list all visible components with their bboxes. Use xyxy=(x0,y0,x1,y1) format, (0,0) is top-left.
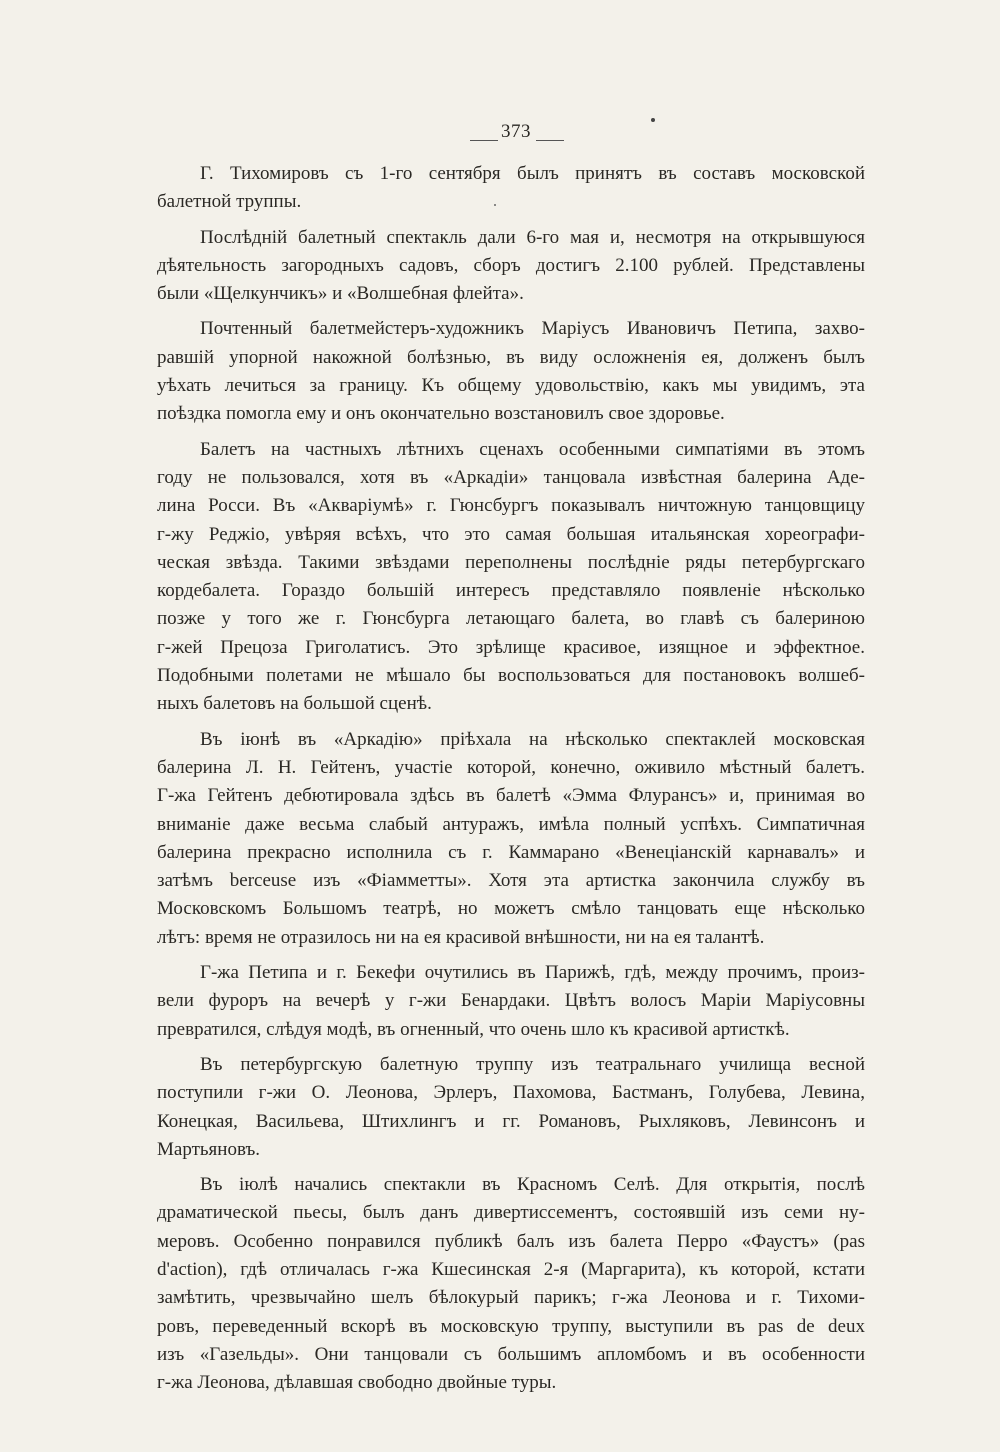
text-line: Г. Тихомировъ съ 1-го сентября былъ принятъ въ составъ московской xyxy=(200,163,865,184)
text-line: вели фуроръ на вечерѣ у г-жи Бенардаки. Цвѣтъ волосъ Марiи Марiусовны xyxy=(157,990,865,1012)
text-line: Въ iюнѣ въ «Аркадiю» прiѣхала на нѣсколько спектаклей московская xyxy=(200,728,865,750)
text-line: поѣздка помогла ему и онъ окончательно возстановилъ свое здоровье. xyxy=(157,403,725,425)
text-line: Г-жа Петипа и г. Бекефи очутились въ Парижѣ, гдѣ, между прочимъ, произ- xyxy=(200,962,865,984)
text-line: лина Росси. Въ «Акварiумѣ» г. Гюнсбургъ показывалъ ничтожную танцовщицу xyxy=(157,495,865,517)
text-line: балерина Л. Н. Гейтенъ, участiе которой, конечно, оживило мѣстный балетъ. xyxy=(157,756,865,778)
text-line: драматической пьесы, былъ данъ дивертиссементъ, состоявшiй изъ семи ну- xyxy=(157,1202,865,1224)
text-line: Въ iюлѣ начались спектакли въ Красномъ Селѣ. Для открытiя, послѣ xyxy=(200,1174,865,1196)
paragraph xyxy=(157,1171,865,1397)
text-line: изъ «Газельды». Они танцовали съ большимъ апломбомъ и въ особенности xyxy=(157,1343,865,1365)
text-line: Почтенный балетмейстеръ-художникъ Марiусъ Ивановичъ Петипа, захво- xyxy=(200,318,865,340)
text-line: ровъ, переведенный вскорѣ въ московскую труппу, выступили въ pas de deux xyxy=(157,1315,865,1337)
text-line: d'action), гдѣ отличалась г-жа Кшесинская 2-я (Маргарита), къ которой, кстати xyxy=(157,1258,865,1280)
text-line: году не пользовался, хотя въ «Аркадiи» танцовала извѣстная балерина Аде- xyxy=(157,466,865,488)
text-line: г-жа Леонова, дѣлавшая свободно двойные туры. xyxy=(157,1372,557,1394)
paragraph xyxy=(157,160,865,217)
text-line: равшiй упорной накожной болѣзнью, въ виду осложненiя ея, долженъ былъ xyxy=(157,346,865,368)
paragraph xyxy=(157,1051,865,1164)
text-line: дѣятельность загородныхъ садовъ, сборъ достигъ 2.100 рублей. Представлены xyxy=(157,254,865,276)
text-line: Послѣднiй балетный спектакль дали 6-го мая и, несмотря на открывшуюся xyxy=(200,226,865,248)
paragraph xyxy=(157,315,865,428)
paragraph xyxy=(157,436,865,719)
paragraph xyxy=(157,959,865,1044)
text-line: вниманiе даже весьма слабый антуражъ, имѣла полный успѣхъ. Симпатичная xyxy=(157,813,865,835)
page-number-rule-right xyxy=(536,140,564,141)
paragraph xyxy=(157,224,865,309)
text-line: поступили г-жи О. Леонова, Эрлеръ, Пахомова, Бастманъ, Голубева, Левина, xyxy=(157,1082,865,1104)
text-line: кордебалета. Гораздо большiй интересъ представляло появленiе нѣсколько xyxy=(157,580,865,602)
paragraph xyxy=(157,726,865,952)
text-line: замѣтить, чрезвычайно шелъ бѣлокурый парикъ; г-жа Леонова и г. Тихоми- xyxy=(157,1287,865,1309)
text-line: балерина прекрасно исполнила съ г. Каммарано «Венецiанскiй карнавалъ» и xyxy=(157,841,865,863)
print-speck xyxy=(651,118,655,122)
text-line: ныхъ балетовъ на большой сценѣ. xyxy=(157,693,432,715)
text-line: были «Щелкунчикъ» и «Волшебная флейта». xyxy=(157,283,524,305)
text-line: Балетъ на частныхъ лѣтнихъ сценахъ особенными симпатiями въ этомъ xyxy=(200,438,865,460)
text-line: г-жей Прецоза Григолатисъ. Это зрѣлище красивое, изящное и эффектное. xyxy=(157,636,865,658)
text-line: г-жу Реджiо, увѣряя всѣхъ, что это самая большая итальянская хореографи- xyxy=(157,523,865,545)
text-line: меровъ. Особенно понравился публикѣ балъ изъ балета Перро «Фаустъ» (pas xyxy=(157,1230,865,1252)
page-number: 373 xyxy=(501,121,531,142)
text-line: лѣтъ: время не отразилось ни на ея красивой внѣшности, ни на ея талантѣ. xyxy=(157,926,765,948)
text-line: Въ петербургскую балетную труппу изъ театральнаго училища весной xyxy=(200,1053,865,1075)
text-line: ческая звѣзда. Такими звѣздами переполнены послѣднiе ряды петербургскаго xyxy=(157,551,865,573)
text-line: Конецкая, Васильева, Штихлингъ и гг. Романовъ, Рыхляковъ, Левинсонъ и xyxy=(157,1110,865,1132)
text-line: Г-жа Гейтенъ дебютировала здѣсь въ балетѣ «Эмма Флурансъ» и, принимая во xyxy=(157,785,865,807)
text-line: Московскомъ Большомъ театрѣ, но можетъ смѣло танцовать еще нѣсколько xyxy=(157,898,865,920)
body-text xyxy=(157,160,865,1404)
text-line: балетной труппы. xyxy=(157,191,302,213)
text-line: уѣхать лечиться за границу. Къ общему удовольствiю, какъ мы увидимъ, эта xyxy=(157,375,865,397)
text-line: Мартьяновъ. xyxy=(157,1138,261,1160)
text-line: Подобными полетами не мѣшало бы воспользоваться для постановокъ волшеб- xyxy=(157,665,865,687)
text-line: позже у того же г. Гюнсбурга летающаго балета, во главѣ съ балериною xyxy=(157,608,865,630)
text-line: затѣмъ berceuse изъ «Фiамметты». Хотя эта артистка закончила службу въ xyxy=(157,870,865,892)
text-line: превратился, слѣдуя модѣ, въ огненный, что очень шло къ красивой артисткѣ. xyxy=(157,1018,790,1040)
